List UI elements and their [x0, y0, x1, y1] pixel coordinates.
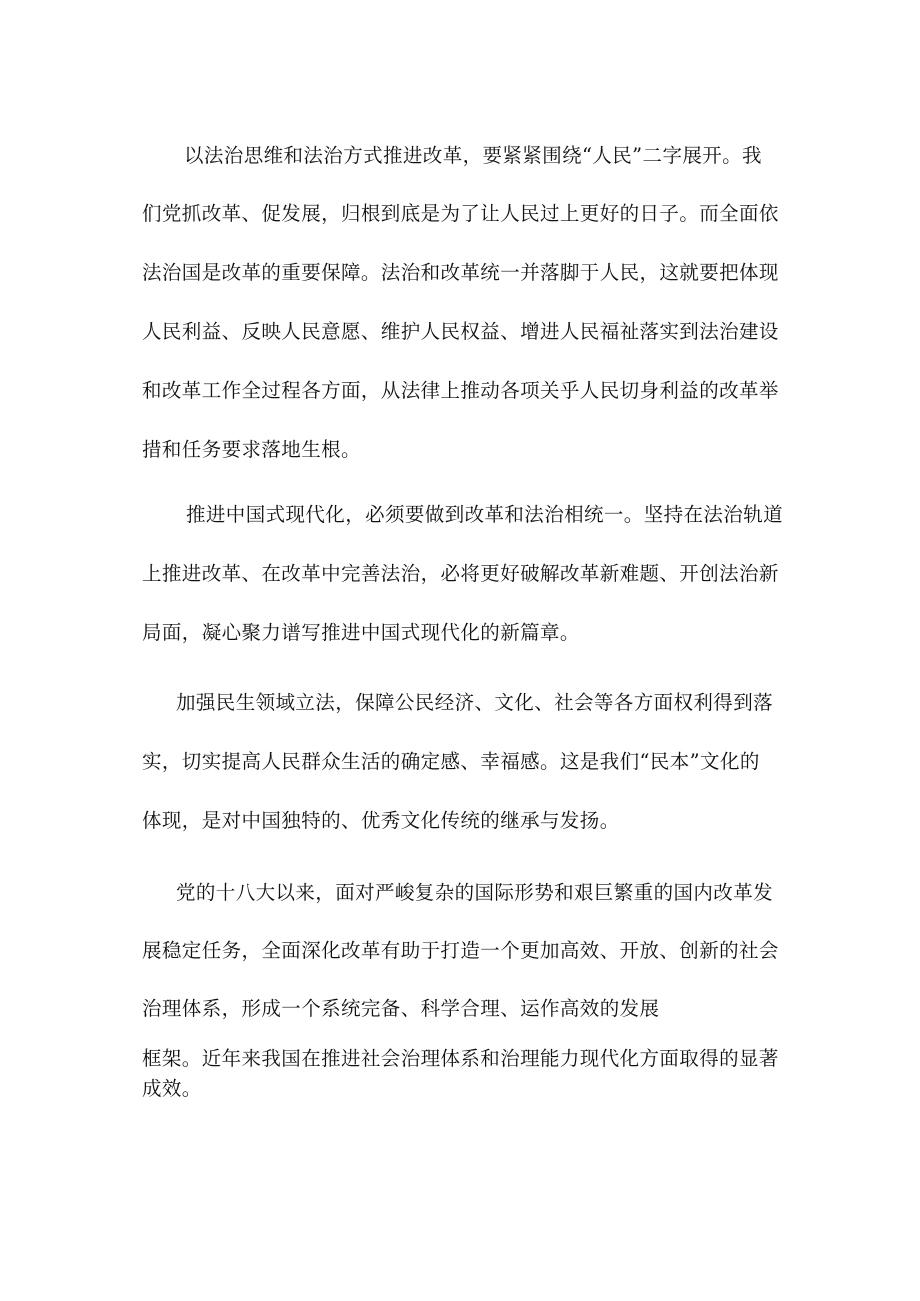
paragraph-line: 们党抓改革、促发展，归根到底是为了让人民过上更好的日子。而全面依	[142, 202, 779, 225]
paragraph-line: 推进中国式现代化，必须要做到改革和法治相统一。坚持在法治轨道	[186, 503, 784, 526]
paragraph-line: 和改革工作全过程各方面，从法律上推动各项关乎人民切身利益的改革举	[142, 379, 779, 402]
paragraph-line: 措和任务要求落地生根。	[142, 438, 361, 461]
paragraph-line: 框架。近年来我国在推进社会治理体系和治理能力现代化方面取得的显著	[142, 1047, 779, 1070]
paragraph-line: 以法治思维和法治方式推进改革，要紧紧围绕“人民”二字展开。我	[184, 144, 762, 167]
paragraph-line: 法治国是改革的重要保障。法治和改革统一并落脚于人民，这就要把体现	[142, 261, 779, 284]
paragraph-line: 体现，是对中国独特的、优秀文化传统的继承与发扬。	[142, 809, 620, 832]
paragraph-line: 实，切实提高人民群众生活的确定感、幸福感。这是我们“民本”文化的	[142, 750, 760, 773]
paragraph-line: 上推进改革、在改革中完善法治，必将更好破解改革新难题、开创法治新	[142, 562, 779, 585]
paragraph-line: 展稳定任务，全面深化改革有助于打造一个更加高效、开放、创新的社会	[142, 939, 779, 962]
paragraph-line: 加强民生领域立法，保障公民经济、文化、社会等各方面权利得到落	[176, 691, 774, 714]
paragraph-line: 人民利益、反映人民意愿、维护人民权益、增进人民福祉落实到法治建设	[142, 320, 779, 343]
paragraph-line: 治理体系，形成一个系统完备、科学合理、运作高效的发展	[142, 997, 660, 1020]
paragraph-line: 党的十八大以来，面对严峻复杂的国际形势和艰巨繁重的国内改革发	[176, 881, 774, 904]
paragraph-line: 局面，凝心聚力谱写推进中国式现代化的新篇章。	[142, 621, 580, 644]
paragraph-line: 成效。	[142, 1077, 202, 1100]
